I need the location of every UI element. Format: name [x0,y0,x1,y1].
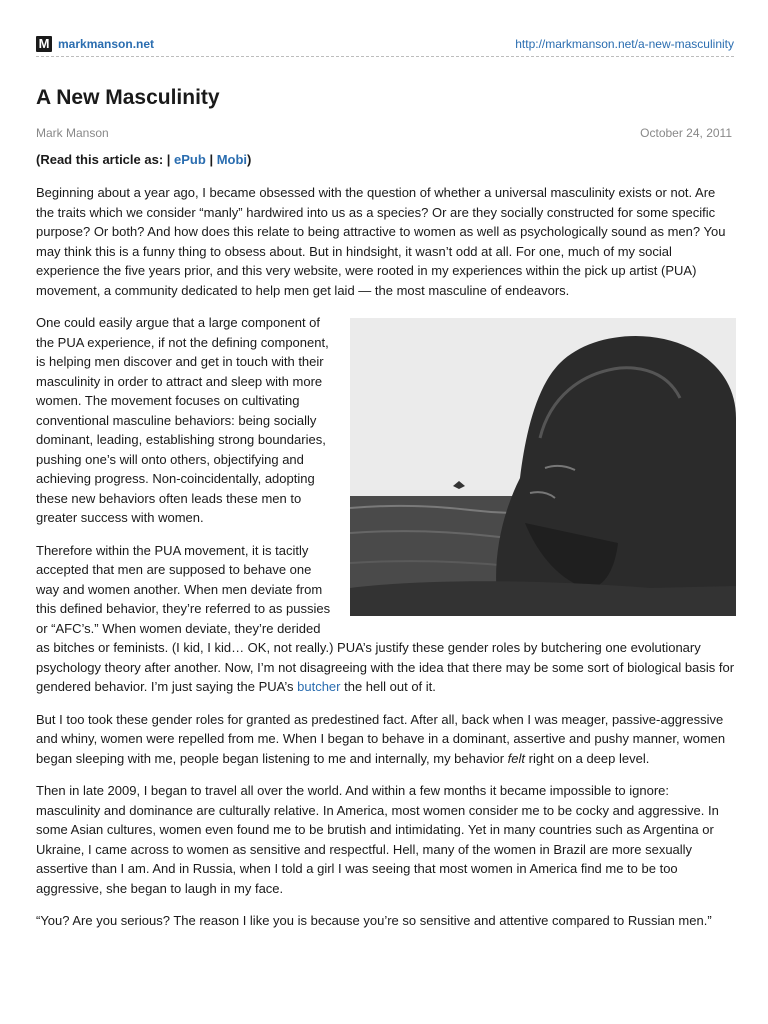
bronze-statue-bust-photo-icon [350,318,736,616]
article-title: A New Masculinity [36,86,220,109]
paragraph-4 [36,710,736,769]
read-as-prefix: (Read this article as: | [36,152,175,167]
read-as-suffix: ) [247,152,252,167]
site-logo-icon[interactable]: M [36,36,52,52]
article-body [36,183,736,944]
publish-date: October 24, 2011 [640,126,732,140]
article-url-link[interactable]: http://markmanson.net/a-new-masculinity [515,37,734,51]
read-as-separator: | [205,152,217,167]
paragraph-3-end: the hell out of it. [340,679,436,694]
author-name: Mark Manson [36,126,109,140]
paragraph-6: “You? Are you serious? The reason I like you is because you’re so sensitive and attentive compared to Russian men.” [36,913,712,928]
top-bar [36,34,734,57]
read-as-line [36,152,251,167]
site-name-link[interactable]: markmanson.net [58,37,155,51]
paragraph-5: Then in late 2009, I began to travel all over the world. And within a few months it became impossible to ignore: masculinity and dominance are culturally relative. In America, most women consider me to be cocky and aggressive. In some Asian cultures, women even found me to be brutish and intimidating. Yet in many countries such as Argentina or Ukraine, I came across to women as sensitive and respectful. Hell, many of the women in Brazil are more sexually assertive than I am. And in Russia, when I told a girl I was seeing that most women in America find me to be too aggressive, she began to laugh in my face. [36,783,719,896]
paragraph-2: One could easily argue that a large component of the PUA experience, if not the defining component, is helping men discover and get in touch with their masculinity in order to attract and sleep with more women. The movement focuses on cultivating conventional masculine behaviors: being socially dominant, leading, establishing strong boundaries, pushing one’s will onto others, objectifying and achieving progress. Non-coincidentally, adopting these new behaviors often leads these men to greater success with women. [36,315,329,525]
paragraph-4-emphasis: felt [507,750,526,766]
paragraph-4-text: But I too took these gender roles for granted as predestined fact. After all, back when I was meager, passive-aggressive and whiny, women were repelled from me. When I began to behave in a dominant, assertive and pushy manner, women began sleeping with me, people began listening to me and internally, my behavior [36,711,726,766]
paragraph-1: Beginning about a year ago, I became obsessed with the question of whether a universal masculinity exists or not. Are the traits which we consider “manly” hardwired into us as a species? Or are they socially constructed for some specific purpose? Or both? And how does this relate to being attractive to women as well as psychologically sound as men? You may think this is a funny thing to obsess about. But in hindsight, it wasn’t odd at all. For one, much of my social experience the five years prior, and this very website, were rooted in my experiences within the pick up artist (PUA) movement, a community dedicated to help men get laid — the most masculine of endeavors. [36,185,726,298]
butcher-link[interactable]: butcher [297,679,341,694]
mobi-link[interactable]: Mobi [216,152,248,167]
statue-illustration [350,318,736,616]
paragraph-4-end: right on a deep level. [525,750,650,766]
epub-link[interactable]: ePub [174,152,206,167]
paragraph-3-text: Therefore within the PUA movement, it is tacitly accepted that men are supposed to behave one way and women another. When men deviate from this defined behavior, they’re referred to as pussies or “AFC’s.” When women deviate, they’re derided as bitches or feminists. (I kid, I kid… OK, not really.) PUA’s justify these gender roles by butchering one evolutionary psychology theory after another. Now, I’m not disagreeing with the idea that there may be some sort of biological basis for gendered behavior. I’m just saying the PUA’s [36,542,735,694]
